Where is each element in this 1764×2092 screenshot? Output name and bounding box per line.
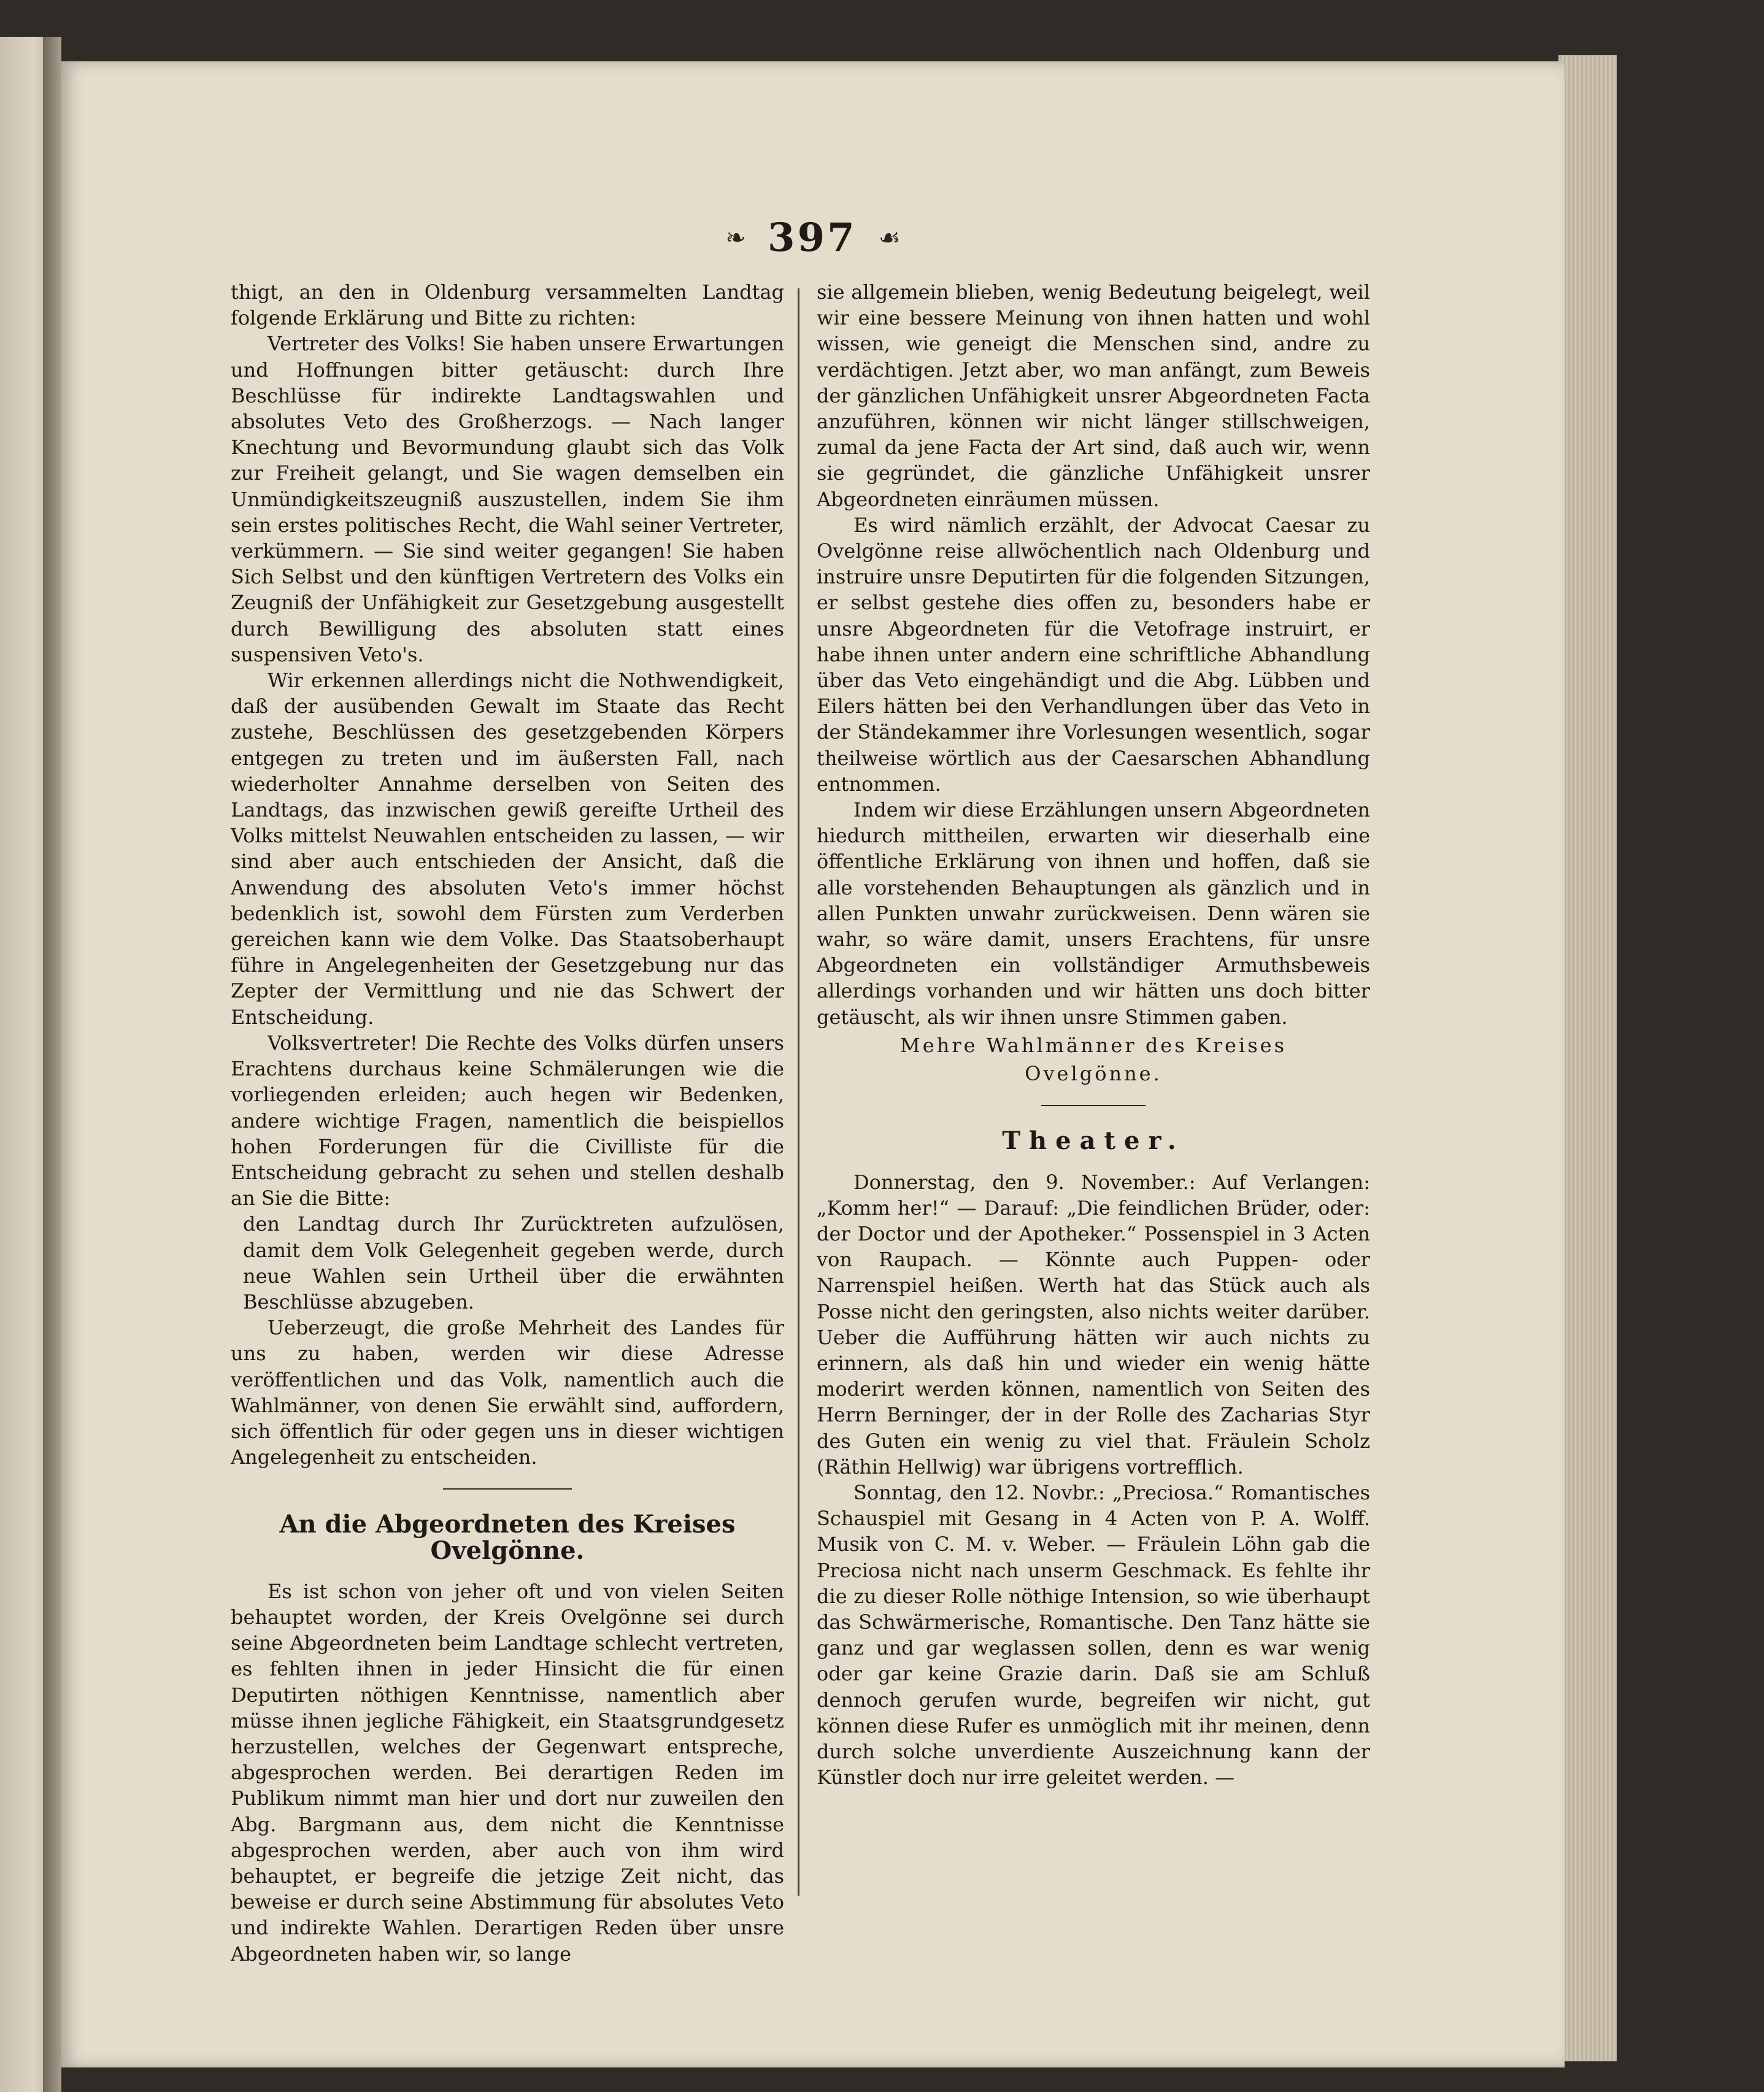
ornament-right-icon: ☙ <box>878 224 901 252</box>
theater-heading: Theater. <box>1002 1126 1185 1156</box>
article-paragraph-3: Indem wir diese Erzählungen unsern Abgeordneten hiedurch mittheilen, erwarten wir dieserhalb eine öffentliche Erklärung von ihnen und hoffen, daß sie alle vorstehenden Behauptungen als gänzlich und in allen Punkten unwahr zurückweisen. Denn wären sie wahr, so wäre damit, unsers Erachtens, für unsre Abgeordneten ein vollständiger Armuthsbeweis allerdings vorhanden und wir hätten uns doch bitter getäuscht, als wir ihnen unsre Stimmen gaben. <box>817 798 1370 1029</box>
signature-line-2: Ovelgönne. <box>1025 1062 1162 1086</box>
right-column <box>817 279 1370 1790</box>
signature-line-1: Mehre Wahlmänner des Kreises <box>900 1033 1287 1057</box>
article-heading: An die Abgeordneten des Kreises Ovelgönne. <box>279 1510 736 1565</box>
book-spine <box>43 37 61 2092</box>
left-column <box>231 279 784 1967</box>
request-paragraph: den Landtag durch Ihr Zurücktreten aufzulösen, damit dem Volk Gelegenheit gegeben werde, durch neue Wahlen sein Urtheil über die erwähnten Beschlüsse abzugeben. <box>243 1212 784 1313</box>
closing-paragraph: Ueberzeugt, die große Mehrheit des Landes für uns zu haben, werden wir diese Adresse veröffentlichen und das Volk, namentlich auch die Wahlmänner, von denen Sie erwählt sind, auffordern, sich öffentlich für oder gegen uns in dieser wichtigen Angelegenheit zu entscheiden. <box>231 1316 784 1469</box>
intro-paragraph: thigt, an den in Oldenburg versammelten Landtag folgende Erklärung und Bitte zu richten: <box>231 280 784 330</box>
address-paragraph-2: Wir erkennen allerdings nicht die Nothwendigkeit, daß der ausübenden Gewalt im Staate das Recht zustehe, Beschlüssen des gesetzgebenden Körpers entgegen zu treten und im äußersten Fall, nach wiederholter Annahme derselben von Seiten des Landtags, das inzwischen gewiß gereifte Urtheil des Volks mittelst Neuwahlen entscheiden zu lassen, — wir sind aber auch entschieden der Ansicht, daß die Anwendung des absoluten Veto's immer höchst bedenklich ist, sowohl dem Fürsten zum Verderben gereichen kann wie dem Volke. Das Staatsoberhaupt führe in Angelegenheiten der Gesetzgebung nur das Zepter der Vermittlung und nie das Schwert der Entscheidung. <box>231 669 784 1029</box>
section-divider <box>443 1488 572 1490</box>
page-header <box>61 215 1565 261</box>
ornament-left-icon: ❧ <box>725 224 746 252</box>
theater-review-1: Donnerstag, den 9. November.: Auf Verlangen: „Komm her!“ — Darauf: „Die feindlichen Brüder, oder: der Doctor und der Apotheker.“ Possenspiel in 3 Acten von Raupach. — Könnte auch Puppen- oder Narrenspiel heißen. Werth hat das Stück auch als Posse nicht den geringsten, also nichts weiter darüber. Ueber die Aufführung hätten wir auch nichts zu erinnern, als daß hin und wieder ein wenig hätte moderirt werden können, namentlich von Seiten des Herrn Berninger, der in der Rolle des Zacharias Styr des Guten ein wenig zu viel that. Fräulein Scholz (Räthin Hellwig) war übrigens vortrefflich. <box>817 1170 1370 1479</box>
article-body: Es ist schon von jeher oft und von vielen Seiten behauptet worden, der Kreis Ovelgönne sei durch seine Abgeordneten beim Landtage schlecht vertreten, es fehlten ihnen in jeder Hinsicht die für einen Deputirten nöthigen Kenntnisse, namentlich aber müsse ihnen jegliche Fähigkeit, ein Staatsgrundgesetz herzustellen, welches der Gegenwart entspreche, abgesprochen werden. Bei derartigen Reden im Publikum nimmt man hier und dort nur zuweilen den Abg. Bargmann aus, dem nicht die Kenntnisse abgesprochen werden, aber auch von ihm wird behauptet, er begreife die jetzige Zeit nicht, das beweise er durch seine Abstimmung für absolutes Veto und indirekte Wahlen. Derartigen Reden über unsre Abgeordneten haben wir, so lange <box>231 1579 784 1966</box>
stacked-page-edges <box>1558 55 1617 2061</box>
address-paragraph-3: Volksvertreter! Die Rechte des Volks dürfen unsers Erachtens durchaus keine Schmälerungen wie die vorliegenden erleiden; auch hegen wir Bedenken, andere wichtige Fragen, namentlich die beispiellos hohen Forderungen für die Civilliste für die Entscheidung gebracht zu sehen und stellen deshalb an Sie die Bitte: <box>231 1031 784 1210</box>
address-paragraph-1: Vertreter des Volks! Sie haben unsere Erwartungen und Hoffnungen bitter getäuscht: durch Ihre Beschlüsse für indirekte Landtagswahlen und absolutes Veto des Großherzogs. — Nach langer Knechtung und Bevormundung glaubt sich das Volk zur Freiheit gelangt, und Sie wagen demselben ein Unmündigkeitszeugniß auszustellen, indem Sie ihm sein erstes politisches Recht, die Wahl seiner Vertreter, verkümmern. — Sie sind weiter gegangen! Sie haben Sich Selbst und den künftigen Vertretern des Volks ein Zeugniß der Unfähigkeit zur Gesetzgebung ausgestellt durch Bewilligung des absoluten statt eines suspensiven Veto's. <box>231 332 784 666</box>
article-paragraph-2: Es wird nämlich erzählt, der Advocat Caesar zu Ovelgönne reise allwöchentlich nach Oldenburg und instruire unsre Deputirten für die folgenden Sitzungen, er selbst gestehe dies offen zu, besonders habe er unsre Abgeordneten für die Vetofrage instruirt, er habe ihnen unter andern eine schriftliche Abhandlung über das Veto eingehändigt und die Abg. Lübben und Eilers hätten bei den Verhandlungen über das Veto in der Ständekammer ihre Vorlesungen wesentlich, sogar theilweise wörtlich aus der Caesarschen Abhandlung entnommen. <box>817 513 1370 796</box>
page-number: 397 <box>768 215 857 261</box>
section-divider-right <box>1041 1105 1146 1106</box>
theater-review-2: Sonntag, den 12. Novbr.: „Preciosa.“ Romantisches Schauspiel mit Gesang in 4 Acten von P. A. Wolff. Musik von C. M. v. Weber. — Fräulein Löhn gab die Preciosa nicht nach unserm Geschmack. Es fehlte ihr die zu dieser Rolle nöthige Intension, so wie überhaupt das Schwärmerische, Romantische. Den Tanz hätte sie ganz und gar weglassen sollen, denn es war wenig oder gar keine Grazie darin. Daß sie am Schluß dennoch gerufen wurde, begreifen wir nicht, gut können diese Rufer es unmöglich mit ihr meinen, denn durch solche unverdiente Auszeichnung kann der Künstler doch nur irre geleitet werden. — <box>817 1480 1370 1790</box>
article-continuation: sie allgemein blieben, wenig Bedeutung beigelegt, weil wir eine bessere Meinung von ihnen hatten und wohl wissen, wie geneigt die Menschen sind, andre zu verdächtigen. Jetzt aber, wo man anfängt, zum Beweis der gänzlichen Unfähigkeit unsrer Abgeordneten Facta anzuführen, können wir nicht länger stillschweigen, zumal da jene Facta der Art sind, daß auch wir, wenn sie gegründet, die gänzliche Unfähigkeit unsrer Abgeordneten einräumen müssen. <box>817 280 1370 511</box>
newspaper-page <box>61 61 1565 2067</box>
column-rule <box>798 288 799 1896</box>
